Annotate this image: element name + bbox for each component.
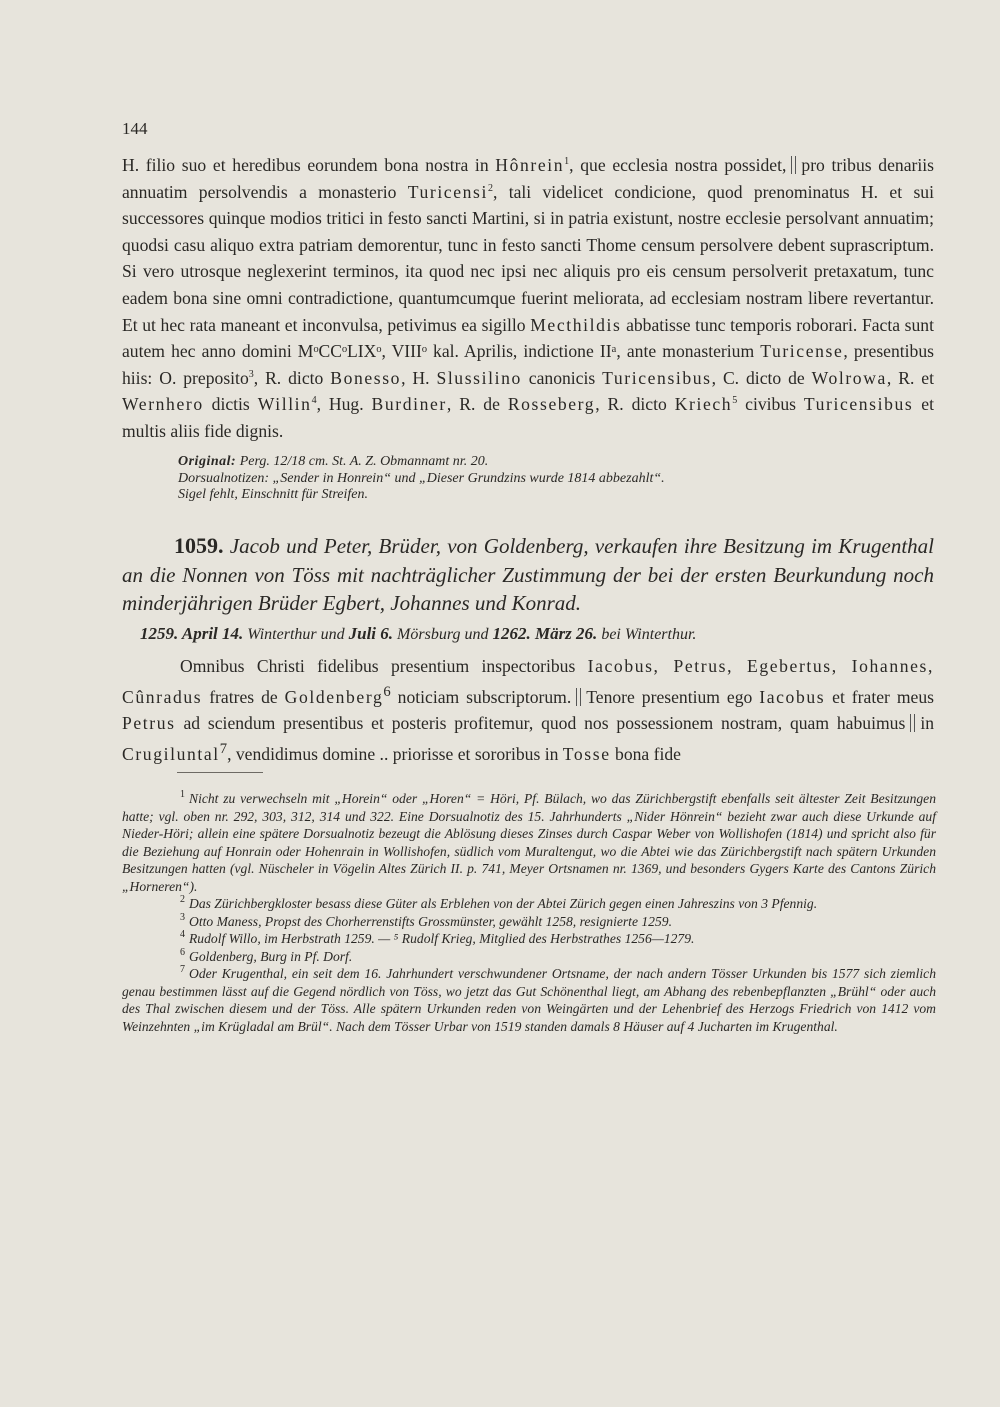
date-3: 1262. März 26. [492, 624, 598, 643]
person-name: Slussilino [436, 367, 522, 388]
place-name: Turicensibus [602, 367, 712, 388]
line-break-marker [910, 714, 915, 732]
footnote-4 [122, 930, 936, 948]
footnote-ref: 4 [311, 395, 317, 407]
footnote-ref: 3 [248, 368, 254, 380]
text-run: , R. et [886, 367, 935, 388]
dorsal-text: „Sender in Honrein“ und „Dieser Grundzins wurde 1814 abbezahlt“. [272, 470, 665, 486]
place-name: Wolrowa [811, 367, 887, 388]
footnote-ref: 6 [383, 684, 391, 700]
text-run: bona fide [610, 743, 681, 764]
place-name: Rosseberg [507, 394, 596, 415]
place-3: bei Winterthur. [601, 626, 697, 643]
document-number: 1059. [174, 533, 224, 558]
footnote-marker: 7 [180, 964, 185, 976]
text-run: noticiam subscriptorum. [390, 686, 572, 707]
footnote-2 [122, 895, 936, 913]
text-run: Omnibus Christi fidelibus presentium inspectoribus [180, 656, 588, 676]
text-run: pro tribus denariis annuatim persolvendis a monasterio [122, 155, 934, 202]
original-label: Original: [178, 454, 237, 469]
footnote-text: Das Zürichbergkloster besass diese Güter als Erblehen von der Abtei Zürich gegen einen Jahreszins von 3 Pfennig. [189, 896, 818, 911]
seal-note: Sigel fehlt, Einschnitt für Streifen. [178, 487, 369, 502]
person-name: Kriech [674, 394, 733, 415]
text-run: , vendidimus domine .. priorisse et sororibus in [227, 743, 563, 764]
text-run: , presentibus hiis: O. preposito [122, 341, 934, 388]
place-name: Crugiluntal [122, 743, 220, 764]
text-run: canonicis [521, 367, 603, 388]
text-run: civibus [737, 394, 804, 415]
place-name: Turicensibus [803, 394, 914, 415]
text-run: , H. [401, 367, 437, 388]
footnote-1 [122, 790, 936, 895]
footnote-marker: 1 [180, 789, 185, 801]
footnote-text: Oder Krugenthal, ein seit dem 16. Jahrhundert verschwundener Ortsname, der nach andern Tösser Urkunden bis 1577 sich ziemlich genau bestimmen lässt auf die Gegend nördlich von Töss, wo jetzt das Gut Schönenthal liegt, am Abhang des rebenbepflanzten „Brühl“ oder auch des Thal zwischen diesem und der Töss. Alle spätern Urkunden reden von Weingärten und der Lehenbrief des Herzogs Friedrich von 1412 vom Weinzehnten „im Krügladal am Brül“. Nach dem Tösser Urbar von 1519 standen damals 8 Häuser auf 4 Jucharten im Krugenthal. [122, 966, 936, 1034]
dateline [140, 624, 930, 645]
person-name: Burdiner [371, 394, 447, 415]
text-run: , que ecclesia nostra possidet, [569, 155, 787, 175]
text-run: ad sciendum presentibus et posteris profitemur, quod nos possessionem nostram, quam habuimus [175, 712, 906, 733]
text-run: , R. dicto [595, 394, 675, 415]
text-run: , tali videlicet condicione, quod prenominatus H. et sui successores quinque modios tritici in festo sancti Martini, si in patria existunt, nostre ecclesie persolvant annuatim; quodsi casu aliquo extra patriam demorentur, tunc in festo sancti Thome censum persolvere debent suprascriptum. Si vero utrosque neglexerint terminos, ita quod nec ipsi nec aliquis pro eis censum persolverit pretaxatum, tunc eadem bona sine omni contradictione, quantumcumque fuerint meliorata, ad ecclesiam nostram libere revertantur. Et ut hec rata maneant et inconvulsa, petivimus ea sigillo [122, 181, 934, 335]
text-run: , R. de [446, 394, 508, 415]
footnote-marker: 3 [180, 911, 185, 923]
footnote-ref: 1 [564, 156, 570, 168]
charter-text [122, 653, 934, 767]
person-names: Iacobus, Petrus, Egebertus, Iohannes, Cûnradus [122, 656, 934, 707]
footnote-divider [177, 772, 263, 773]
footnote-text: Goldenberg, Burg in Pf. Dorf. [189, 948, 353, 964]
charter-text-continued [122, 152, 934, 445]
person-name: Mecthildis [530, 314, 622, 335]
page-number: 144 [122, 119, 148, 138]
text-run: , Hug. [316, 394, 372, 415]
person-name: Willin [257, 394, 312, 415]
original-note [178, 454, 918, 471]
footnote-marker: 6 [180, 946, 185, 958]
original-text: Perg. 12/18 cm. St. A. Z. Obmannamt nr. 20. [239, 454, 489, 469]
charter-paragraph [122, 152, 934, 445]
footnote-7 [122, 965, 936, 1035]
place-name: Turicensi [407, 181, 488, 202]
footnote-ref: 2 [487, 182, 493, 194]
place-1: Winterthur und [247, 626, 345, 643]
footnote-marker: 4 [180, 929, 185, 941]
footnotes [122, 790, 936, 1035]
footnote-text: Otto Maness, Propst des Chorherrenstifts Grossmünster, gewählt 1258, resignierte 1259. [189, 913, 672, 929]
footnote-ref: 7 [219, 740, 228, 757]
text-run: , C. dicto de [711, 367, 812, 388]
person-name: Petrus [122, 712, 176, 733]
date-2: Juli 6. [348, 624, 394, 643]
line-break-marker [791, 156, 796, 174]
dorsal-label: Dorsualnotizen: [178, 470, 269, 486]
footnote-marker: 2 [180, 894, 185, 906]
date-1: 1259. April 14. [140, 624, 244, 643]
archival-notes [178, 454, 918, 504]
footnote-text: Nicht zu verwechseln mit „Horein“ oder „Horen“ = Höri, Pf. Bülach, wo das Zürichbergstift ebenfalls seit ältester Zeit Besitzungen hatte; vgl. oben nr. 292, 303, 312, 314 und 322. Eine Dorsualnotiz des 15. Jahrhunderts „Nider Hönrein“ bezieht zwar auch diese Urkunde auf Nieder-Höri; allein eine spätere Dorsualnotiz bezeugt die Ablösung dieses Zinses durch Caspar Weber von Wollishofen (1814) und spricht also für die Beziehung auf Honrain oder Hohenrain in Wollishofen, südlich vom Muraltengut, wo die Abtei wie das Zürichbergstift nach spätern Urkunden Besitzungen hatten (vgl. Nüscheler in Vögelin Altes Zürich II. p. 741, Meyer Ortsnamen nr. 1369, und besonders Gygers Karte des Cantons Zürich „Horneren“). [122, 791, 936, 894]
place-name: Hônrein [495, 155, 565, 175]
footnote-3 [122, 913, 936, 931]
text-run: H. filio suo et heredibus eorundem bona nostra in [122, 155, 496, 175]
footnote-text: Rudolf Willo, im Herbstrath 1259. — ⁵ Rudolf Krieg, Mitglied des Herbstrathes 1256—1279. [189, 931, 695, 946]
text-run: Tenore presentium ego [586, 686, 760, 707]
footnote-6 [122, 948, 936, 966]
place-name: Goldenberg [284, 686, 384, 707]
person-name: Iacobus [759, 686, 826, 707]
text-run: , R. dicto [253, 367, 331, 388]
person-name: Wernhero [122, 394, 204, 415]
place-name: Tosse [562, 743, 611, 764]
text-run: et frater meus [825, 686, 934, 707]
text-run: fratres de [202, 686, 285, 707]
line-break-marker [576, 688, 581, 706]
text-run: et multis aliis fide dignis. [122, 394, 934, 441]
person-name: Bonesso [330, 367, 402, 388]
dorsal-note [178, 471, 918, 488]
document-heading [122, 532, 934, 618]
text-run: dictis [203, 394, 258, 415]
document-title: Jacob und Peter, Brüder, von Goldenberg, verkaufen ihre Besitzung im Krugenthal an die Nonnen von Töss mit nachträglicher Zustimmung der bei der ersten Beurkundung noch minderjährigen Brüder Egbert, Johannes und Konrad. [122, 534, 935, 615]
text-run: in [920, 712, 934, 733]
footnote-ref: 5 [732, 395, 738, 407]
place-name: Turicense [760, 341, 844, 362]
text-run: abbatisse tunc temporis roborari. Facta sunt autem hec anno domini MᵒCCᵒLIXᵒ, VIIIᵒ kal. Aprilis, indictione IIᵃ, ante monasterium [122, 314, 934, 362]
charter-opening-paragraph [122, 653, 934, 767]
place-2: Mörsburg und [397, 626, 489, 643]
